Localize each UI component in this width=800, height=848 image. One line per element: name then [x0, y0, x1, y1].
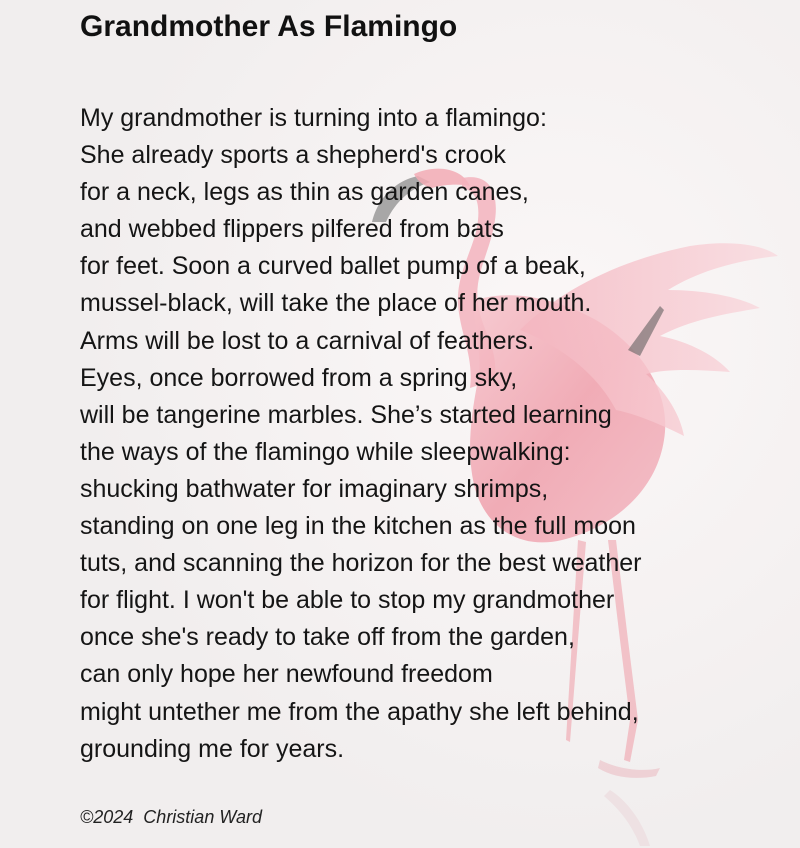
poem-line: for flight. I won't be able to stop my grandmother [80, 586, 615, 615]
poem-line: for a neck, legs as thin as garden canes, [80, 178, 529, 207]
poem-line: Arms will be lost to a carnival of feathers. [80, 326, 535, 355]
poem-title: Grandmother As Flamingo [80, 10, 458, 43]
poem-body [80, 100, 641, 768]
poem-line: for feet. Soon a curved ballet pump of a beak, [80, 252, 586, 281]
poem-line: shucking bathwater for imaginary shrimps, [80, 474, 549, 503]
copyright-notice: ©2024 Christian Ward [80, 807, 263, 827]
poem-line: mussel-black, will take the place of her mouth. [80, 289, 592, 318]
poem-line: Eyes, once borrowed from a spring sky, [80, 363, 518, 392]
poem-line: My grandmother is turning into a flamingo: [80, 104, 547, 132]
poem-line: once she's ready to take off from the garden, [80, 623, 575, 652]
poem-line: grounding me for years. [80, 734, 345, 763]
poem-line: tuts, and scanning the horizon for the best weather [80, 549, 642, 578]
poem-line: might untether me from the apathy she left behind, [80, 697, 639, 726]
poem-line: standing on one leg in the kitchen as the full moon [80, 512, 636, 541]
poem-line: the ways of the flamingo while sleepwalking: [80, 437, 571, 466]
poem-line: and webbed flippers pilfered from bats [80, 215, 504, 244]
poem-line: will be tangerine marbles. She’s started learning [80, 400, 612, 429]
poem-line: She already sports a shepherd's crook [80, 141, 506, 170]
poem-line: can only hope her newfound freedom [80, 660, 493, 689]
